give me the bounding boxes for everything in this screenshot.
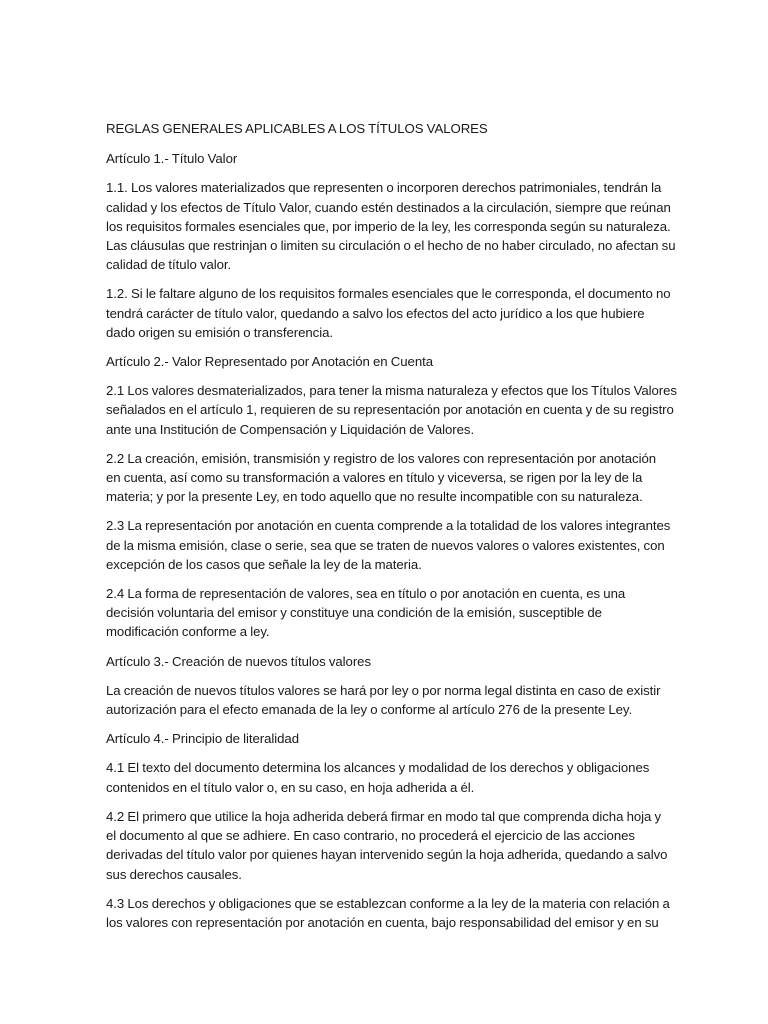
text-line: tendrá carácter de título valor, quedando a salvo los efectos del acto jurídico a los que hubiere	[106, 305, 645, 321]
text-line: decisión voluntaria del emisor y constituye una condición de la emisión, susceptible de	[106, 605, 602, 621]
text-line: derivadas del título valor por quienes hayan intervenido según la hoja adherida, quedando a salvo	[106, 847, 668, 863]
text-line: dado origen su emisión o transferencia.	[106, 324, 333, 340]
text-line: ante una Institución de Compensación y Liquidación de Valores.	[106, 421, 475, 437]
text-line: los requisitos formales esenciales que, por imperio de la ley, les corresponda según su naturaleza.	[106, 218, 671, 234]
paragraph	[106, 516, 671, 574]
paragraph	[106, 449, 666, 507]
text-line: sus derechos causales.	[106, 866, 242, 882]
paragraph	[106, 681, 666, 719]
text-line: 1.2. Si le faltare alguno de los requisitos formales esenciales que le corresponda, el documento no	[106, 286, 671, 302]
text-line: REGLAS GENERALES APLICABLES A LOS TÍTULOS VALORES	[106, 121, 488, 136]
paragraph	[106, 284, 671, 342]
text-line: Artículo 3.- Creación de nuevos títulos valores	[106, 653, 371, 669]
article-heading	[106, 729, 666, 748]
text-line: los valores con representación por anotación en cuenta, bajo responsabilidad del emisor y en su	[106, 914, 659, 930]
text-line: calidad de título valor.	[106, 257, 232, 273]
paragraph	[106, 758, 666, 796]
article-heading	[106, 652, 666, 671]
paragraph	[106, 807, 666, 884]
text-line: 4.2 El primero que utilice la hoja adherida deberá firmar en modo tal que comprenda dicha hoja y	[106, 808, 662, 824]
text-line: 4.3 Los derechos y obligaciones que se establezcan conforme a la ley de la materia con relación a	[106, 895, 670, 911]
paragraph	[106, 894, 670, 932]
article-heading	[106, 149, 666, 168]
text-line: autorización para el efecto emanada de la ley o conforme al artículo 276 de la presente Ley.	[106, 702, 633, 718]
text-line: excepción de los casos que señale la ley de la materia.	[106, 556, 422, 572]
text-line: Artículo 2.- Valor Representado por Anotación en Cuenta	[106, 354, 434, 370]
text-line: modificación conforme a ley.	[106, 624, 270, 640]
paragraph	[106, 584, 666, 642]
text-line: calidad y los efectos de Título Valor, cuando estén destinados a la circulación, siempre que reúnan	[106, 199, 671, 215]
text-line: en cuenta, así como su transformación a valores en título y viceversa, se rigen por la ley de la	[106, 470, 643, 486]
text-line: La creación de nuevos títulos valores se hará por ley o por norma legal distinta en caso de existir	[106, 682, 661, 698]
text-line: Artículo 1.- Título Valor	[106, 151, 238, 167]
text-line: 1.1. Los valores materializados que representen o incorporen derechos patrimoniales, tendrán la	[106, 180, 662, 196]
text-line: 2.3 La representación por anotación en cuenta comprende a la totalidad de los valores integrantes	[106, 518, 671, 534]
text-line: 2.1 Los valores desmaterializados, para tener la misma naturaleza y efectos que los Títulos Valores	[106, 383, 677, 399]
document-title	[106, 119, 666, 138]
text-line: 4.1 El texto del documento determina los alcances y modalidad de los derechos y obligaciones	[106, 760, 650, 776]
text-line: de la misma emisión, clase o serie, sea que se traten de nuevos valores o valores existentes, con	[106, 537, 665, 553]
paragraph	[106, 381, 677, 439]
text-line: señalados en el artículo 1, requieren de su representación por anotación en cuenta y de su registro	[106, 402, 674, 418]
article-heading	[106, 352, 666, 371]
document-body	[106, 119, 677, 942]
paragraph-list	[106, 149, 677, 932]
text-line: materia; y por la presente Ley, en todo aquello que no resulte incompatible con su naturaleza.	[106, 489, 643, 505]
text-line: Las cláusulas que restrinjan o limiten su circulación o el hecho de no haber circulado, no afectan su	[106, 238, 676, 254]
text-line: Artículo 4.- Principio de literalidad	[106, 731, 299, 747]
paragraph	[106, 178, 676, 274]
text-line: el documento al que se adhiere. En caso contrario, no procederá el ejercicio de las acciones	[106, 828, 635, 844]
text-line: 2.4 La forma de representación de valores, sea en título o por anotación en cuenta, es una	[106, 586, 626, 602]
text-line: contenidos en el título valor o, en su caso, en hoja adherida a él.	[106, 779, 475, 795]
text-line: 2.2 La creación, emisión, transmisión y registro de los valores con representación por anotación	[106, 450, 657, 466]
